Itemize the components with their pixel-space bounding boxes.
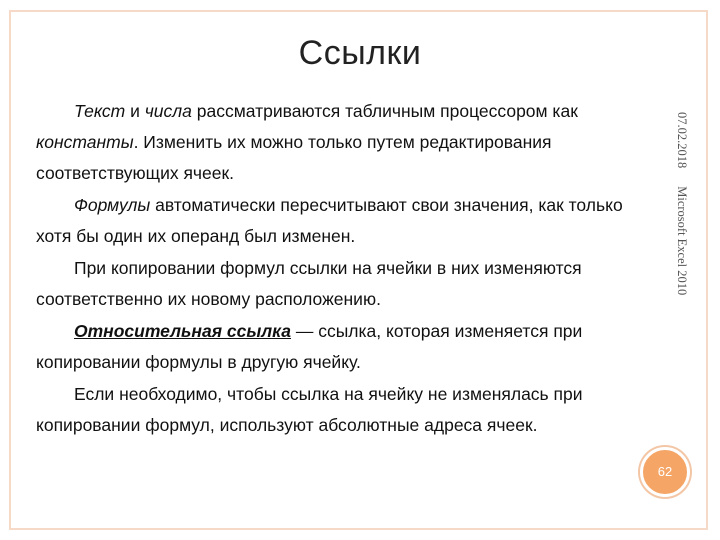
- side-app-name: Microsoft Excel 2010: [675, 186, 689, 296]
- paragraph-text: рассматриваются табличным процессором как: [191, 101, 578, 121]
- paragraph-absolute-reference: Если необходимо, чтобы ссылка на ячейку не изменялась при копировании формул, используют абсолютные адреса ячеек.: [36, 384, 583, 435]
- paragraph-text: автоматически пересчитывают свои значения, как только хотя бы один их операнд был изменен.: [36, 195, 623, 246]
- term-constants: константы: [36, 132, 134, 152]
- paragraph-text: и: [125, 101, 145, 121]
- paragraph-relative-reference: [36, 316, 656, 378]
- paragraph-formulas: [36, 190, 656, 252]
- paragraph-copying: При копировании формул ссылки на ячейки в них изменяются соответственно их новому расположению.: [36, 258, 582, 309]
- side-caption: [669, 112, 689, 312]
- paragraph-text: . Изменить их можно только путем редактирования соответствующих ячеек.: [36, 132, 552, 183]
- term-text: Текст: [74, 101, 126, 121]
- page-number-badge: 62: [640, 447, 690, 497]
- paragraph-text: — ссылка, которая изменяется при копировании формулы в другую ячейку.: [36, 321, 583, 372]
- side-date: 07.02.2018: [675, 112, 689, 169]
- term-relative-reference: Относительная ссылка: [74, 321, 291, 341]
- slide-title: Ссылки: [298, 34, 422, 72]
- slide-body: [36, 96, 656, 442]
- term-formulas: Формулы: [74, 195, 151, 215]
- term-numbers: числа: [144, 101, 192, 121]
- paragraph-text-numbers: [36, 96, 656, 189]
